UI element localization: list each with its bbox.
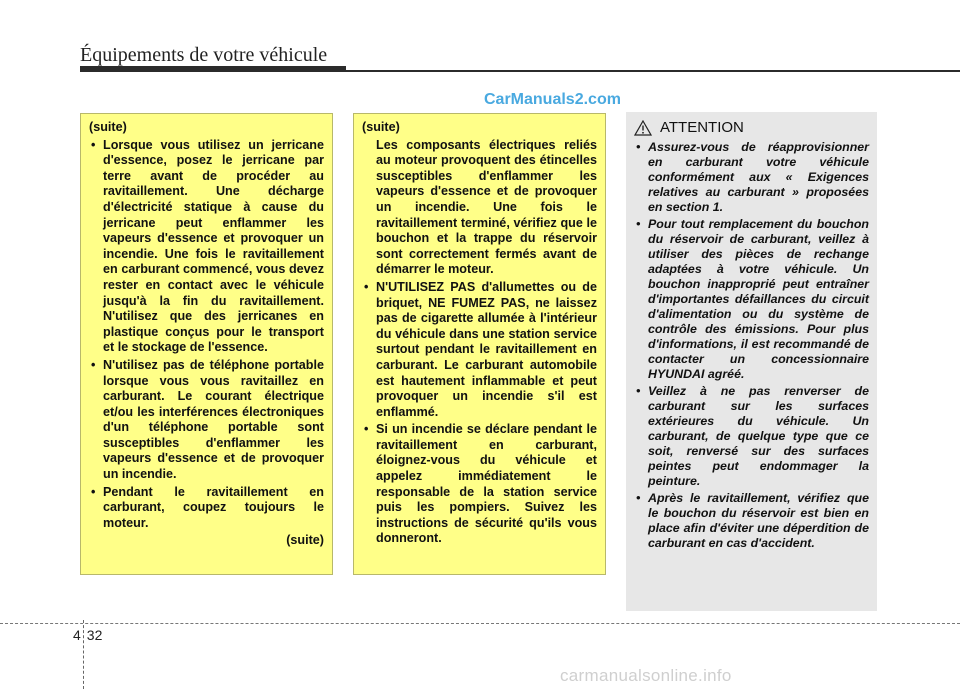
page-number-value: 32 xyxy=(86,627,103,643)
page-number xyxy=(73,627,102,643)
attention-list xyxy=(634,140,869,551)
warning-triangle-icon xyxy=(634,120,652,136)
attention-box xyxy=(626,112,877,611)
suite-label: (suite) xyxy=(362,120,400,134)
list-item: • N'utilisez pas de téléphone portable lorsque vous vous ravitaillez en carburant. Le courant électrique et/ou les interférences électroniques d'un téléphone portable sont susceptibles d'enflammer les vapeurs d'essence et de provoquer un incendie. xyxy=(89,358,324,483)
header-rule xyxy=(80,70,960,72)
warning-box-1 xyxy=(80,113,333,575)
list-item: • Assurez-vous de réapprovisionner en carburant votre véhicule conformément aux « Exigences relatives au carburant » proposées en section 1. xyxy=(634,140,869,215)
continued-paragraph: Les composants électriques reliés au moteur provoquent des étincelles susceptibles d'enflammer les vapeurs d'essence et de provoquer un incendie. Une fois le ravitaillement terminé, vérifiez que le bouchon et la trappe du réservoir sont correctement fermés avant de démarrer le moteur. xyxy=(376,137,597,277)
list-item: • Si un incendie se déclare pendant le ravitaillement en carburant, éloignez-vous du véhicule et appelez immédiatement le responsable de la station service puis les pompiers. Suivez les instructions de sécurité qu'ils vous donneront. xyxy=(362,422,597,547)
watermark-top: CarManuals2.com xyxy=(484,91,621,108)
watermark-bottom: carmanualsonline.info xyxy=(560,666,732,685)
suite-continued-label: (suite) xyxy=(286,533,324,548)
warning-list xyxy=(362,280,597,547)
footer-rule xyxy=(0,623,960,624)
list-item: • Après le ravitaillement, vérifiez que le bouchon du réservoir est bien en place afin d'éviter une déperdition de carburant en cas d'accident. xyxy=(634,491,869,551)
suite-label: (suite) xyxy=(89,120,127,134)
list-item: • Lorsque vous utilisez un jerricane d'essence, posez le jerricane par terre avant de procéder au ravitaillement. Une décharge d'électricité statique à cause du jerricane peut enflammer les vapeurs d'essence et provoquer un incendie. Une fois le ravitaillement en carburant commencé, vous devez rester en contact avec le véhicule jusqu'à la fin du ravitaillement. N'utilisez que des jerricanes en plastique conçus pour le transport et le stockage de l'essence. xyxy=(89,138,324,356)
list-item: • Veillez à ne pas renverser de carburant sur les surfaces extérieures du véhicule. Un carburant, de quelque type que ce soit, renversé sur des surfaces peintes peut endommager la peinture. xyxy=(634,384,869,489)
list-item: • Pour tout remplacement du bouchon du réservoir de carburant, veillez à utiliser des pièces de rechange adaptées à votre véhicule. Un bouchon inapproprié peut entraîner d'importantes défaillances du circuit d'alimentation ou du système de contrôle des émissions. Pour plus d'informations, il est recommandé de contacter un concessionnaire HYUNDAI agréé. xyxy=(634,217,869,382)
warning-list xyxy=(89,138,324,532)
warning-box-2 xyxy=(353,113,606,575)
chapter-number: 4 xyxy=(73,627,81,643)
attention-heading xyxy=(634,120,869,136)
list-item: • N'UTILISEZ PAS d'allumettes ou de briquet, NE FUMEZ PAS, ne laissez pas de cigarette allumée à l'intérieur du véhicule dans une station service surtout pendant le ravitaillement en carburant. Le carburant automobile est hautement inflammable et peut provoquer un incendie s'il est enflammé. xyxy=(362,280,597,420)
page-header-title: Équipements de votre véhicule xyxy=(80,44,328,66)
list-item: • Pendant le ravitaillement en carburant, coupez toujours le moteur. xyxy=(89,485,324,532)
attention-title: ATTENTION xyxy=(660,119,744,137)
